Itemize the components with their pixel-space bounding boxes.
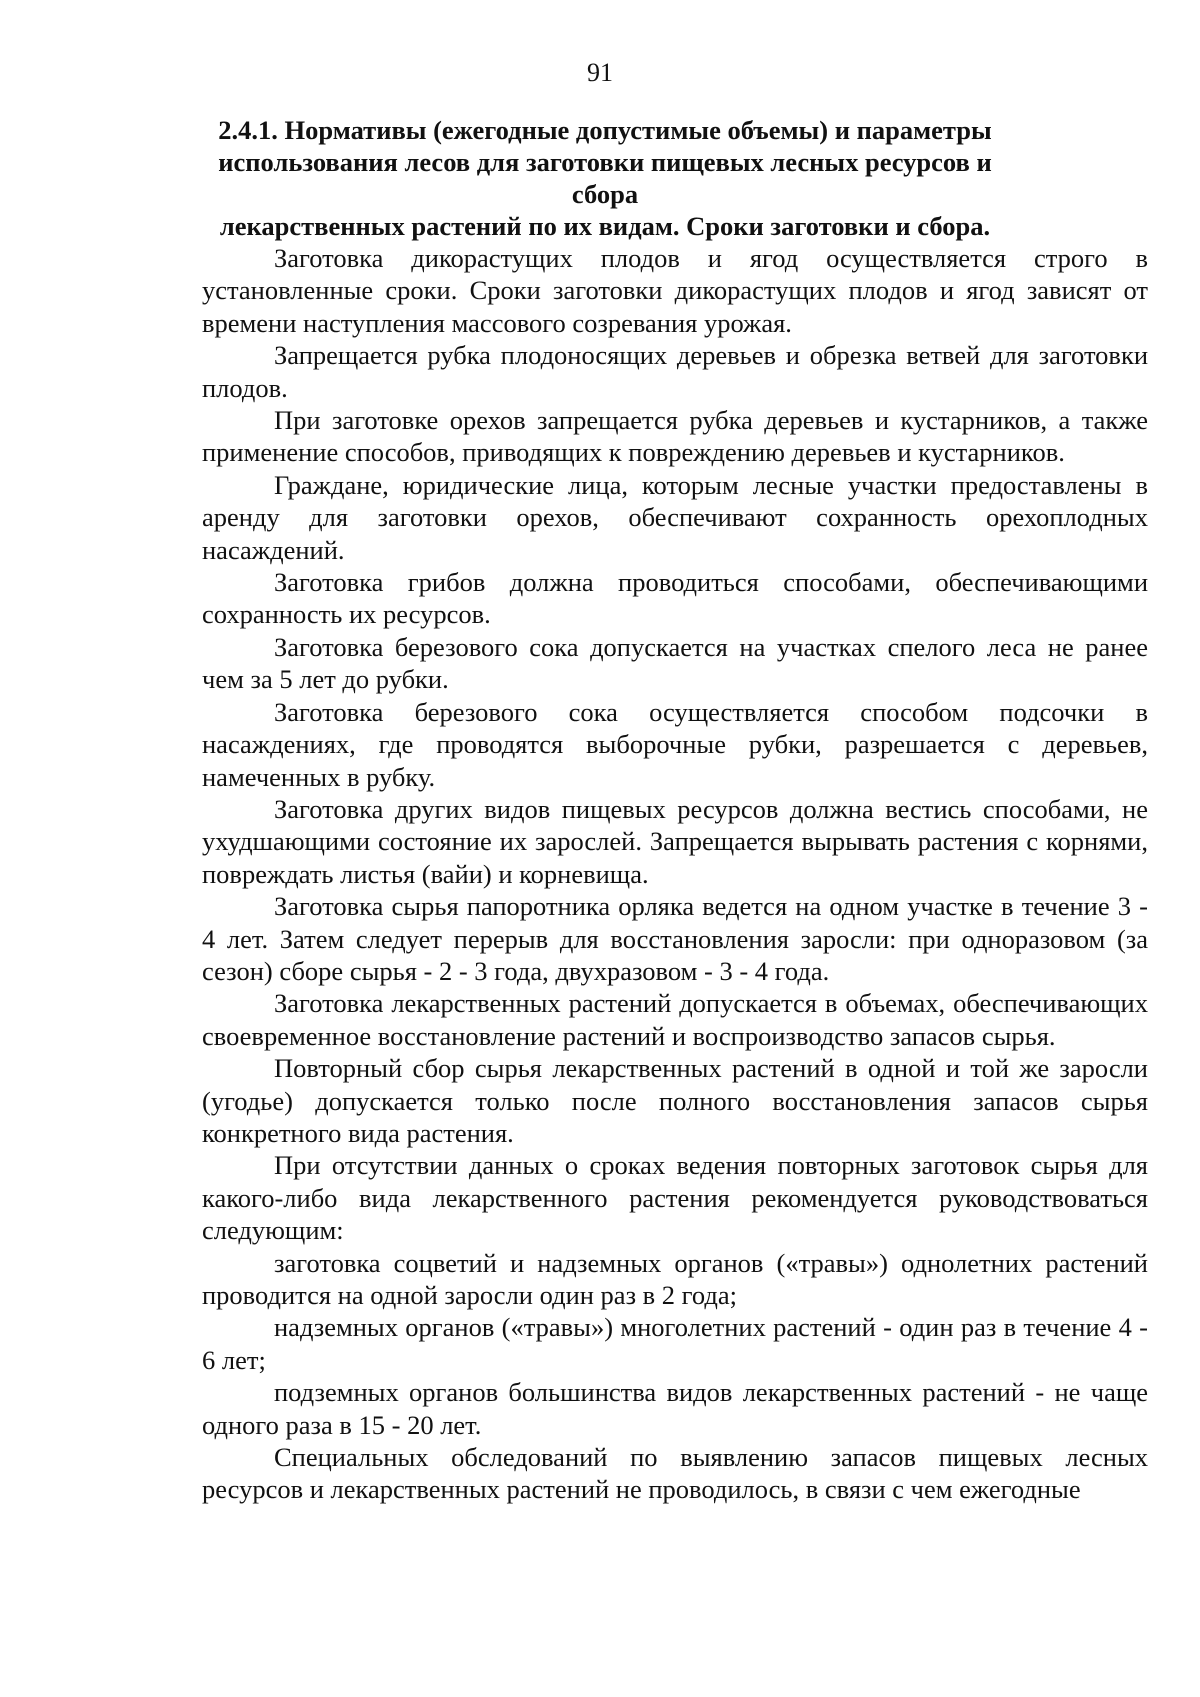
paragraph: Заготовка сырья папоротника орляка ведется на одном участке в течение 3 - 4 лет. Затем следует перерыв для восстановления заросли: при одноразовом (за сезон) сборе сырья - 2 - 3 года, двухразовом - 3 - 4 года. [202,891,1148,986]
heading-line: лекарственных растений по их видам. Сроки заготовки и сбора. [219,211,991,241]
paragraph: Заготовка березового сока осуществляется способом подсочки в насаждениях, где проводятся выборочные рубки, разрешается с деревьев, намеченных в рубку. [202,696,1148,792]
paragraph: Заготовка дикорастущих плодов и ягод осуществляется строго в установленные сроки. Сроки заготовки дикорастущих плодов и ягод зависят от времени наступления массового созревания урожая. [202,243,1148,338]
paragraph: Граждане, юридические лица, которым лесные участки предоставлены в аренду для заготовки орехов, обеспечивают сохранность орехоплодных насаждений. [202,469,1148,565]
paragraph: надземных органов («травы») многолетних растений - один раз в течение 4 - 6 лет; [202,1312,1148,1375]
paragraph: подземных органов большинства видов лекарственных растений - не чаще одного раза в 15 - 20 лет. [202,1377,1148,1440]
paragraph: При отсутствии данных о сроках ведения повторных заготовок сырья для какого-либо вида лекарственного растения рекомендуется руководствоваться следующим: [202,1150,1148,1246]
heading-line: 2.4.1. Нормативы (ежегодные допустимые объемы) и параметры [218,115,992,145]
section-heading [195,114,1015,242]
paragraph: Заготовка лекарственных растений допускается в объемах, обеспечивающих своевременное восстановление растений и воспроизводство запасов сырья. [202,988,1148,1051]
paragraph: Повторный сбор сырья лекарственных растений в одной и той же заросли (угодье) допускается только после полного восстановления запасов сырья конкретного вида растения. [202,1053,1148,1148]
heading-line: использования лесов для заготовки пищевых лесных ресурсов и сбора [218,147,992,209]
paragraph: заготовка соцветий и надземных органов («травы») однолетних растений проводится на одной заросли один раз в 2 года; [202,1247,1148,1310]
paragraph: Запрещается рубка плодоносящих деревьев и обрезка ветвей для заготовки плодов. [202,340,1148,403]
page-number: 91 [587,58,613,87]
body-text [202,242,1148,1506]
paragraph: Специальных обследований по выявлению запасов пищевых лесных ресурсов и лекарственных растений не проводилось, в связи с чем ежегодные [202,1442,1148,1505]
paragraph: Заготовка других видов пищевых ресурсов должна вестись способами, не ухудшающими состояние их зарослей. Запрещается вырывать растения с корнями, повреждать листья (вайи) и корневища. [202,793,1148,889]
paragraph: Заготовка березового сока допускается на участках спелого леса не ранее чем за 5 лет до рубки. [202,631,1148,695]
paragraph: Заготовка грибов должна проводиться способами, обеспечивающими сохранность их ресурсов. [202,567,1148,630]
paragraph: При заготовке орехов запрещается рубка деревьев и кустарников, а также применение способов, приводящих к повреждению деревьев и кустарников. [202,405,1148,468]
